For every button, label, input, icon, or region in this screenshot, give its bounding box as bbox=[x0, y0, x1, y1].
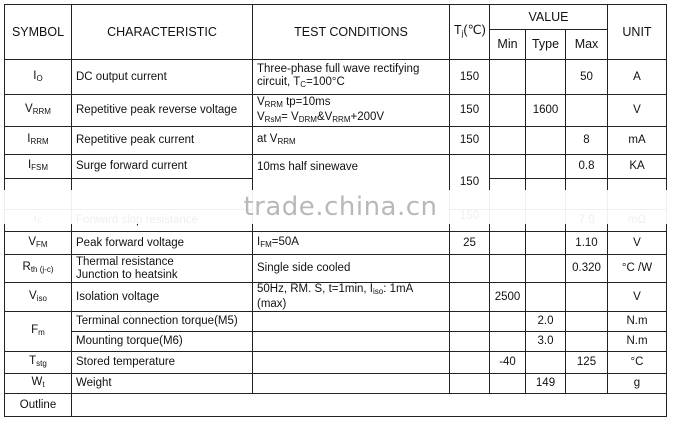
row-tj bbox=[450, 283, 490, 312]
watermark-band bbox=[0, 190, 681, 224]
row-symbol: Outline bbox=[5, 394, 72, 417]
row-min bbox=[490, 312, 526, 332]
row-test-conditions: $V_{RRM}$ tp=10ms $V_{RsM}=$ $V_{DRM}\&V_{RRM}+200V$ bbox=[253, 95, 450, 127]
row-test-conditions: 50Hz, RM. S, t=1min, $I_{iso}$: 1mA (max) bbox=[253, 283, 450, 312]
row-min bbox=[490, 332, 526, 352]
row-unit: N.m bbox=[608, 332, 667, 352]
row-max bbox=[566, 374, 608, 394]
row-test-conditions bbox=[253, 352, 450, 374]
row-type: 149 bbox=[526, 374, 566, 394]
row-characteristic: Terminal connection torque(M5) bbox=[72, 312, 253, 332]
row-unit: KA bbox=[608, 155, 667, 179]
row-min: 2500 bbox=[490, 283, 526, 312]
table-row bbox=[5, 332, 667, 352]
row-unit: V bbox=[608, 95, 667, 127]
row-symbol: $R_{th (j-c)}$ bbox=[5, 255, 72, 283]
table-row bbox=[5, 352, 667, 374]
row-test-conditions bbox=[253, 332, 450, 352]
row-max: 50 bbox=[566, 60, 608, 95]
row-type bbox=[526, 255, 566, 283]
row-max: 1.10 bbox=[566, 232, 608, 255]
row-tj: 150 bbox=[450, 95, 490, 127]
row-characteristic: Repetitive peak reverse voltage bbox=[72, 95, 253, 127]
table-row bbox=[5, 60, 667, 95]
row-symbol: $T_{stg}$ bbox=[5, 352, 72, 374]
header-unit: UNIT bbox=[608, 5, 667, 60]
row-characteristic: Peak forward voltage bbox=[72, 232, 253, 255]
table-row bbox=[5, 127, 667, 155]
row-min bbox=[490, 127, 526, 155]
row-type: 3.0 bbox=[526, 332, 566, 352]
row-test-conditions bbox=[253, 374, 450, 394]
row-symbol: $I_{FSM}$ bbox=[5, 155, 72, 179]
header-max: Max bbox=[566, 30, 608, 60]
row-tj bbox=[450, 332, 490, 352]
row-unit: °C /W bbox=[608, 255, 667, 283]
table-row bbox=[5, 255, 667, 283]
row-characteristic: Stored temperature bbox=[72, 352, 253, 374]
row-unit: A bbox=[608, 60, 667, 95]
row-characteristic: Surge forward current bbox=[72, 155, 253, 179]
header-min: Min bbox=[490, 30, 526, 60]
row-characteristic: Thermal resistance Junction to heatsink bbox=[72, 255, 253, 283]
row-tj bbox=[450, 312, 490, 332]
row-type bbox=[526, 127, 566, 155]
row-type bbox=[526, 283, 566, 312]
row-unit: N.m bbox=[608, 312, 667, 332]
header-symbol: SYMBOL bbox=[5, 5, 72, 60]
table-row bbox=[5, 232, 667, 255]
row-symbol: $I_O$ bbox=[5, 60, 72, 95]
row-max: 8 bbox=[566, 127, 608, 155]
row-symbol: $V_{iso}$ bbox=[5, 283, 72, 312]
row-symbol: $W_t$ bbox=[5, 374, 72, 394]
row-symbol: $V_{FM}$ bbox=[5, 232, 72, 255]
row-max bbox=[566, 95, 608, 127]
header-characteristic: CHARACTERISTIC bbox=[72, 5, 253, 60]
row-characteristic: Isolation voltage bbox=[72, 283, 253, 312]
header-type: Type bbox=[526, 30, 566, 60]
row-unit: °C bbox=[608, 352, 667, 374]
table-row bbox=[5, 283, 667, 312]
row-min bbox=[490, 155, 526, 179]
row-type: 1600 bbox=[526, 95, 566, 127]
row-max: 0.320 bbox=[566, 255, 608, 283]
row-unit: mA bbox=[608, 127, 667, 155]
row-symbol: $I_{RRM}$ bbox=[5, 127, 72, 155]
row-characteristic: DC output current bbox=[72, 60, 253, 95]
row-min: -40 bbox=[490, 352, 526, 374]
table-row bbox=[5, 95, 667, 127]
row-min bbox=[490, 232, 526, 255]
row-characteristic: Mounting torque(M6) bbox=[72, 332, 253, 352]
row-tj: 150 bbox=[450, 60, 490, 95]
row-symbol: $F_m$ bbox=[5, 312, 72, 352]
row-test-conditions bbox=[253, 312, 450, 332]
row-max bbox=[566, 332, 608, 352]
row-max bbox=[566, 283, 608, 312]
row-min bbox=[490, 95, 526, 127]
table-row bbox=[5, 312, 667, 332]
row-type bbox=[526, 155, 566, 179]
table-row bbox=[5, 374, 667, 394]
table-row bbox=[5, 155, 667, 179]
row-type bbox=[526, 352, 566, 374]
row-tj bbox=[450, 352, 490, 374]
outline-cell bbox=[72, 394, 667, 417]
row-test-conditions: 10ms half sinewave bbox=[253, 155, 450, 232]
row-max bbox=[566, 312, 608, 332]
row-min bbox=[490, 60, 526, 95]
row-tj bbox=[450, 374, 490, 394]
row-test-conditions: Three-phase full wave rectifying circuit, $T_C=100^\circ C$ bbox=[253, 60, 450, 95]
row-tj: 150 bbox=[450, 127, 490, 155]
row-test-conditions: $I_{FM}=50A$ bbox=[253, 232, 450, 255]
row-tj: 25 bbox=[450, 232, 490, 255]
header-value: VALUE bbox=[490, 5, 608, 30]
header-tj: $T_j(℃)$ bbox=[450, 5, 490, 60]
row-symbol: $V_{RRM}$ bbox=[5, 95, 72, 127]
row-min bbox=[490, 374, 526, 394]
row-max: 125 bbox=[566, 352, 608, 374]
row-min bbox=[490, 255, 526, 283]
row-test-conditions: Single side cooled bbox=[253, 255, 450, 283]
row-characteristic: Repetitive peak current bbox=[72, 127, 253, 155]
row-test-conditions: at $V_{RRM}$ bbox=[253, 127, 450, 155]
row-unit: g bbox=[608, 374, 667, 394]
row-max: 0.8 bbox=[566, 155, 608, 179]
header-test-conditions: TEST CONDITIONS bbox=[253, 5, 450, 60]
row-type bbox=[526, 60, 566, 95]
row-unit: V bbox=[608, 283, 667, 312]
row-type: 2.0 bbox=[526, 312, 566, 332]
row-type bbox=[526, 232, 566, 255]
row-tj bbox=[450, 255, 490, 283]
watermark-text: trade.china.cn bbox=[243, 192, 438, 222]
table-row bbox=[5, 394, 667, 417]
row-tj: 150 bbox=[450, 155, 490, 210]
row-characteristic: Weight bbox=[72, 374, 253, 394]
row-unit: V bbox=[608, 232, 667, 255]
